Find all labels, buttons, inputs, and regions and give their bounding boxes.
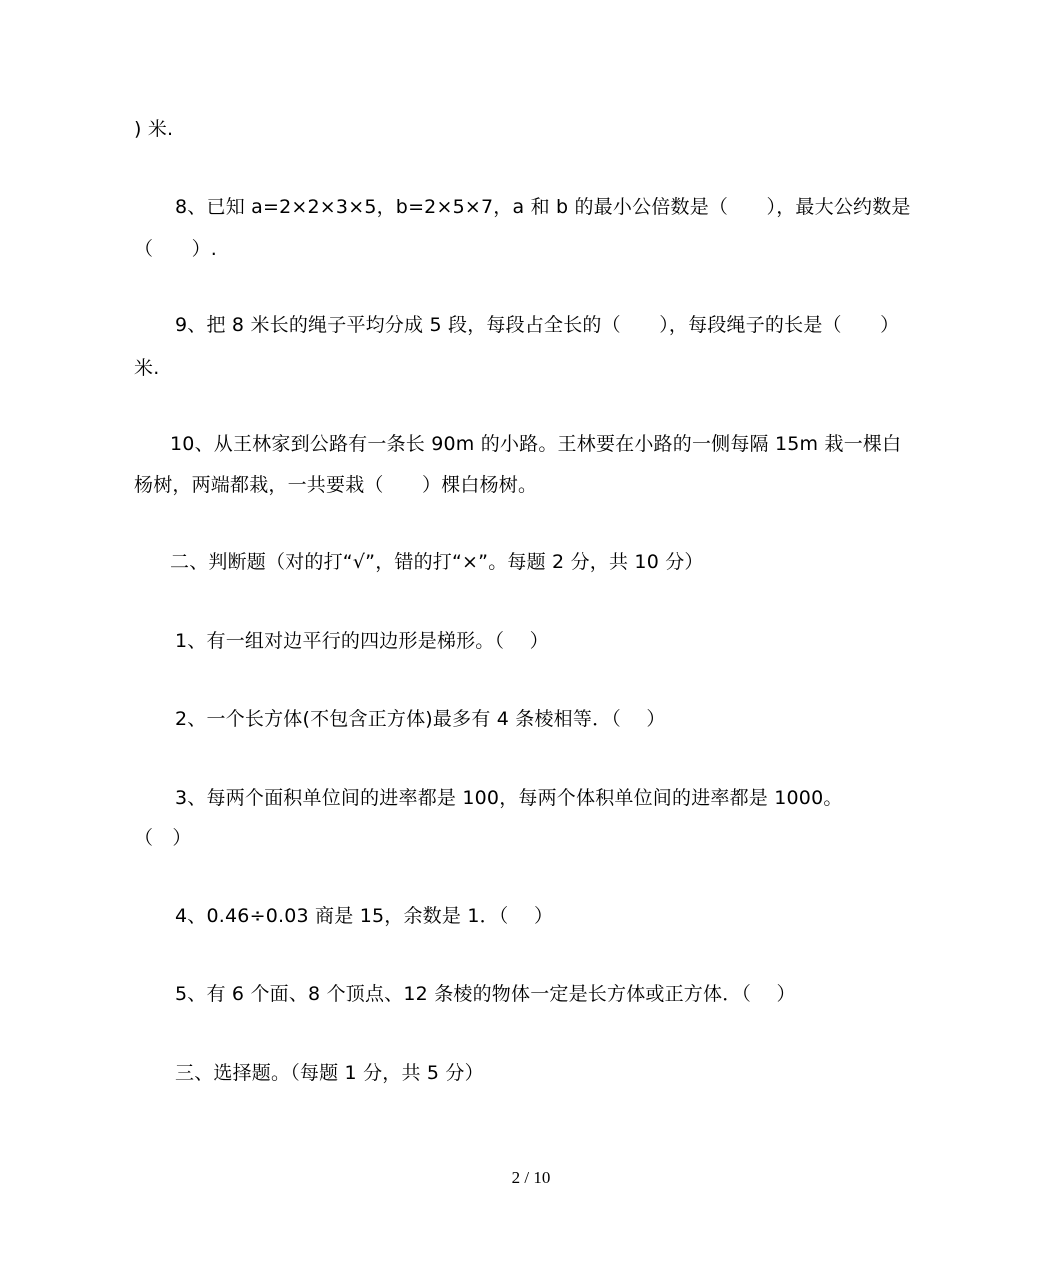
q10-line-2: 杨树，两端都栽，一共要栽（ ）棵白杨树。 bbox=[134, 474, 538, 496]
judge-item-4: 4、0.46÷0.03 商是 15，余数是 1．（ ） bbox=[175, 905, 554, 927]
q9-line-2: 米. bbox=[134, 357, 160, 379]
q8-line-1: 8、已知 a=2×2×3×5，b=2×5×7，a 和 b 的最小公倍数是（ ），最大公约数是 bbox=[175, 196, 911, 218]
q7-continuation: ) 米. bbox=[134, 118, 174, 140]
judge-item-3-line-2: （ ） bbox=[134, 827, 192, 849]
q10-line-1: 10、从王林家到公路有一条长 90m 的小路。王林要在小路的一侧每隔 15m 栽一棵白 bbox=[170, 433, 902, 455]
judge-item-3-line-1: 3、每两个面积单位间的进率都是 100，每两个体积单位间的进率都是 1000。 bbox=[175, 787, 843, 809]
page-number: 2 / 10 bbox=[511, 1168, 551, 1187]
q8-line-2: （ ）. bbox=[134, 238, 218, 260]
section-three-heading: 三、选择题。（每题 1 分，共 5 分） bbox=[175, 1062, 484, 1084]
q9-line-1: 9、把 8 米长的绳子平均分成 5 段，每段占全长的（ ），每段绳子的长是（ ） bbox=[175, 314, 900, 336]
section-two-heading: 二、判断题（对的打“√”，错的打“×”。每题 2 分，共 10 分） bbox=[170, 551, 704, 573]
judge-item-2: 2、一个长方体(不包含正方体)最多有 4 条棱相等．（ ） bbox=[175, 708, 666, 730]
judge-item-5: 5、有 6 个面、8 个顶点、12 条棱的物体一定是长方体或正方体．（ ） bbox=[175, 983, 796, 1005]
judge-item-1: 1、有一组对边平行的四边形是梯形。（ ） bbox=[175, 630, 549, 652]
